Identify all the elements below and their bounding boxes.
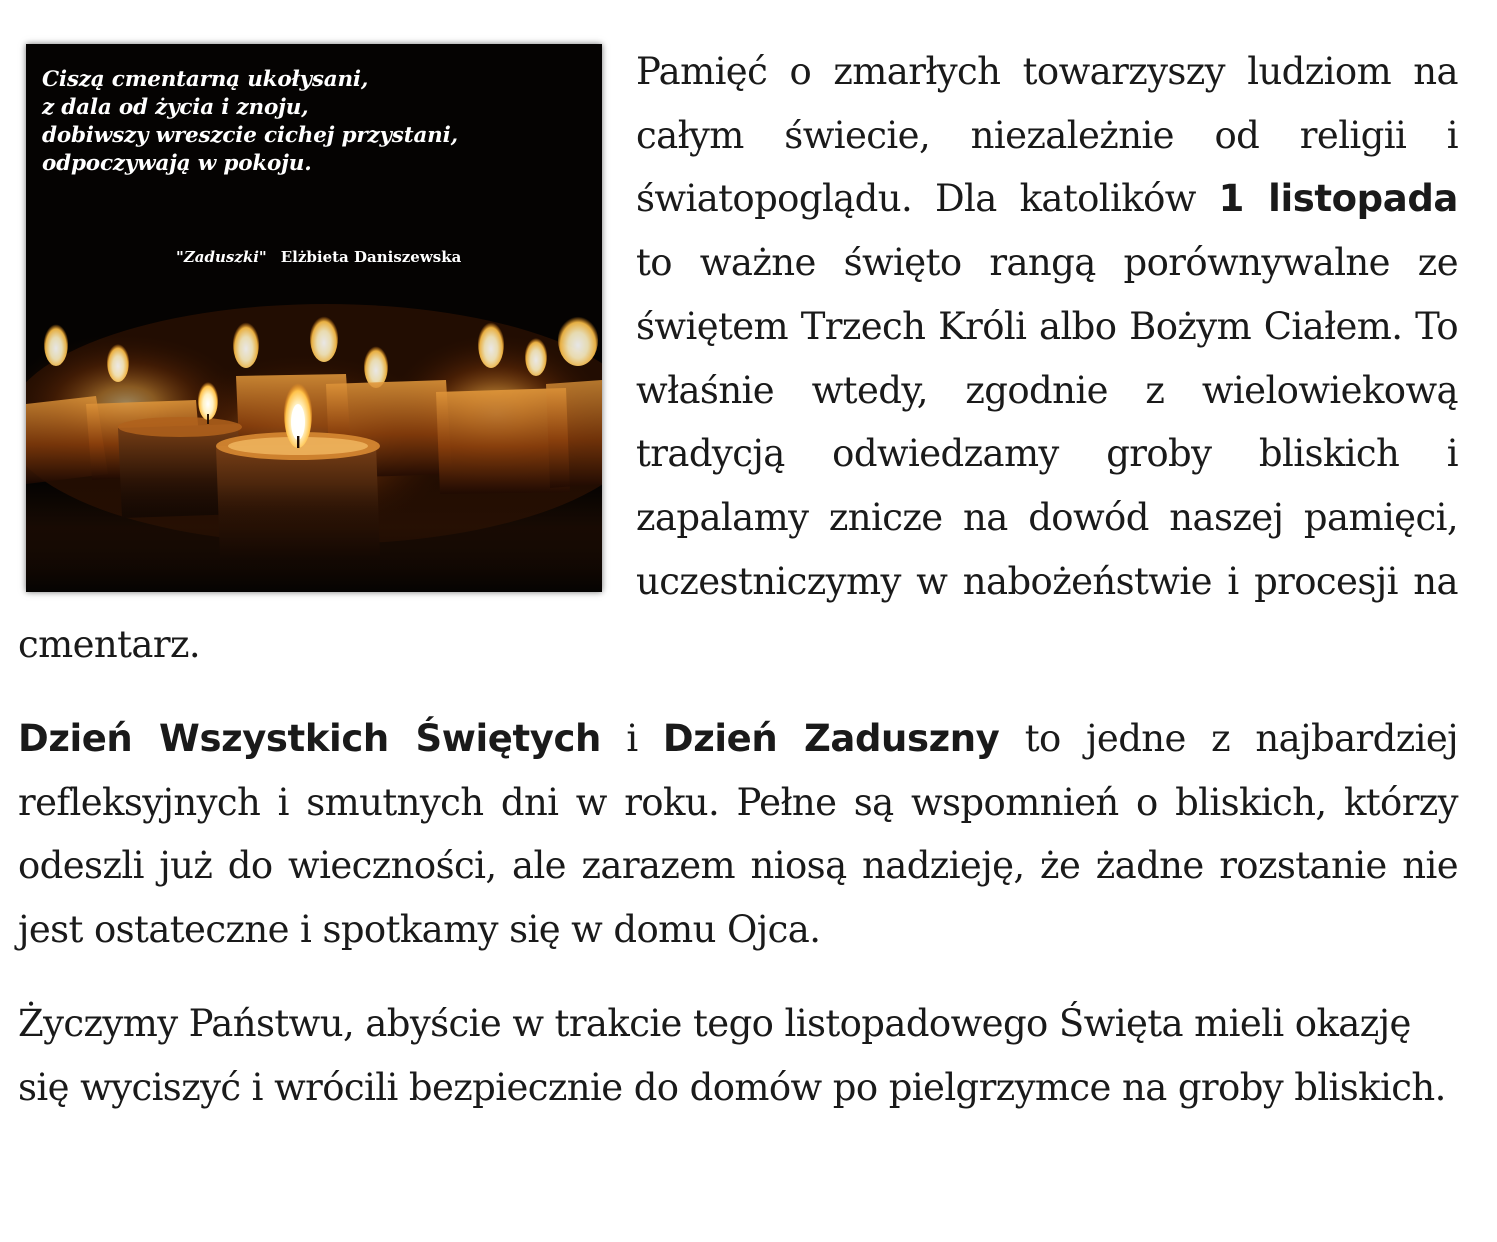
poem-line: dobiwszy wreszcie cichej przystani,: [42, 123, 458, 148]
holiday-name: Dzień Zaduszny: [662, 717, 1000, 761]
paragraph-text: to jedne z najbardziej refleksyjnych i smutnych dni w roku. Pełne są wspomnień o bliskich, którzy odeszli już do wieczności, ale zarazem niosą nadzieję, że żadne rozstanie nie jest ostateczne i spotkamy się w domu Ojca.: [18, 717, 1459, 952]
paragraph-wishes: [18, 992, 1458, 1119]
document-page: [18, 40, 1458, 1119]
paragraph-text: Pamięć o zmarłych towarzyszy ludziom na całym świecie, niezależnie od religii i światopoglądu. Dla katolików: [636, 50, 1458, 221]
candles-image: [26, 44, 602, 592]
date-emphasis: 1 listopada: [1218, 177, 1458, 221]
paragraph-text: i: [600, 717, 663, 761]
holiday-name: Dzień Wszystkich Świętych: [18, 717, 601, 761]
poem-author: Elżbieta Daniszewska: [280, 248, 462, 266]
paragraph-text: Życzymy Państwu, abyście w trakcie tego listopadowego Święta mieli okazję się wyciszyć i wrócili bezpiecznie do domów po pielgrzymce na groby bliskich.: [18, 1001, 1446, 1109]
poem-credit: [176, 248, 461, 266]
poem-line: odpoczywają w pokoju.: [42, 151, 312, 176]
paragraph-holidays: [18, 707, 1458, 962]
poem: [42, 66, 458, 178]
paragraph-text: to ważne święto rangą porównywalne ze świętem Trzech Króli albo Bożym Ciałem. To właśnie wtedy, zgodnie z wielowiekową tradycją odwiedzamy groby bliskich i zapalamy znicze na dowód naszej pamięci, uczestniczymy w nabożeństwie i procesji na cmentarz.: [18, 241, 1458, 667]
poem-title: "Zaduszki": [176, 248, 267, 266]
poem-line: Ciszą cmentarną ukołysani,: [42, 67, 369, 92]
poem-line: z dala od życia i znoju,: [42, 95, 309, 120]
